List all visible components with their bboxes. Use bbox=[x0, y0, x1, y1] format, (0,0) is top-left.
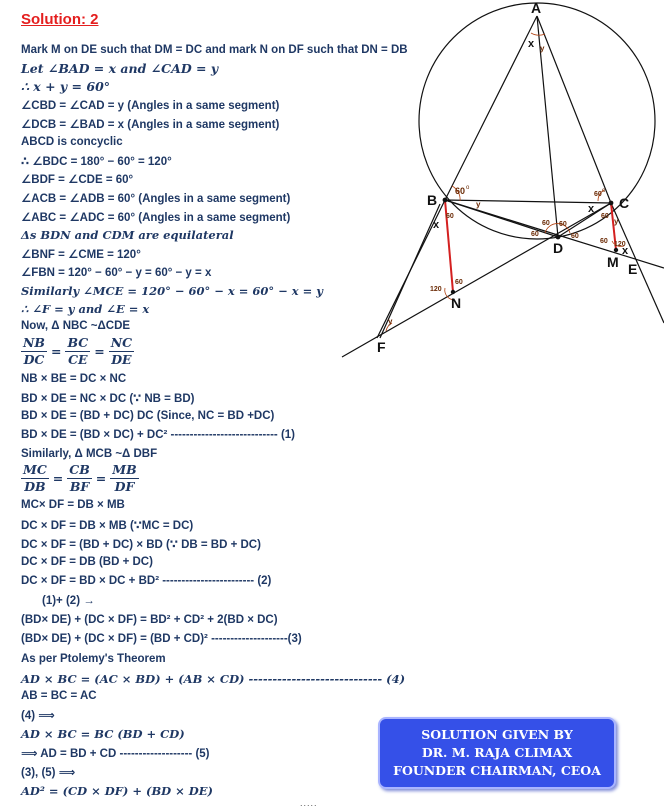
text-line: Mark M on DE such that DM = DC and mark N on DF such that DN = DB bbox=[21, 44, 408, 56]
point-m-dot bbox=[614, 248, 618, 252]
geometry-diagram bbox=[338, 0, 664, 370]
equals-sign: = bbox=[51, 344, 62, 359]
ratio-denominator: DE bbox=[111, 352, 132, 367]
page-dots: ..... bbox=[300, 798, 318, 808]
text-line: Δs BDN and CDM are equilateral bbox=[21, 228, 234, 242]
angle-label: 60 bbox=[446, 213, 454, 220]
text-line: ∠BNF = ∠CME = 120° bbox=[21, 249, 141, 261]
angle-arc-a bbox=[531, 33, 545, 35]
text-line: MC× DF = DB × MB bbox=[21, 499, 125, 511]
angle-label: 60 bbox=[455, 186, 466, 196]
text-line: AB = BC = AC bbox=[21, 690, 97, 702]
ratio-denominator: CE bbox=[68, 352, 88, 367]
point-label-c: C bbox=[619, 195, 630, 211]
text-line: (4) ⟹ bbox=[21, 710, 55, 722]
point-c-dot bbox=[609, 201, 614, 206]
ratio-denominator: DC bbox=[23, 352, 45, 367]
text-line: ∴ ∠F = y and ∠E = x bbox=[21, 302, 150, 316]
ratio-numerator: CB bbox=[69, 462, 90, 477]
equals-sign: = bbox=[52, 471, 64, 486]
text-line: (BD× DE) + (DC × DF) = (BD + CD)² --------------------(3) bbox=[21, 633, 302, 645]
ratio-numerator: MB bbox=[112, 462, 137, 477]
line-ab bbox=[445, 16, 537, 200]
text-line: ⟹ AD = BD + CD ------------------- (5) bbox=[21, 748, 210, 760]
point-label-m: M bbox=[607, 254, 619, 270]
credit-line: SOLUTION GIVEN BY bbox=[421, 727, 573, 742]
angle-label: x bbox=[622, 245, 629, 257]
angle-label: x bbox=[588, 203, 595, 215]
ratio-numerator: MC bbox=[23, 462, 47, 477]
text-line: ∠ACB = ∠ADB = 60° (Angles in a same segment) bbox=[21, 193, 291, 205]
ratio-numerator: BC bbox=[67, 335, 89, 350]
text-line: BD × DE = (BD + DC) DC (Since, NC = BD +DC) bbox=[21, 410, 275, 422]
line-bc bbox=[445, 200, 611, 203]
text-line: BD × DE = (BD × DC) + DC² ---------------------------- (1) bbox=[21, 429, 296, 441]
solution-title: Solution: 2 bbox=[21, 11, 99, 28]
degree-mark: o bbox=[602, 188, 606, 194]
angle-label: y bbox=[476, 200, 481, 209]
line-be bbox=[445, 200, 664, 268]
credit-box bbox=[378, 717, 616, 789]
text-line: (1)+ (2) → bbox=[42, 595, 95, 607]
text-line: ∠DCB = ∠BAD = x (Angles in a same segment) bbox=[21, 119, 280, 131]
angle-label: 120 bbox=[614, 241, 626, 248]
text-line: AD × BC = BC (BD + CD) bbox=[21, 727, 185, 741]
angle-label: x bbox=[528, 38, 535, 50]
point-b-dot bbox=[443, 198, 448, 203]
ratio-numerator: NC bbox=[110, 335, 133, 350]
text-line: (BD× DE) + (DC × DF) = BD² + CD² + 2(BD × DC) bbox=[21, 614, 278, 626]
line-ac bbox=[537, 16, 611, 203]
text-line: BD × DE = NC × DC (∵ NB = BD) bbox=[21, 393, 195, 405]
text-line: ∴ ∠BDC = 180° − 60° = 120° bbox=[21, 156, 172, 168]
text-line: NB × BE = DC × NC bbox=[21, 373, 127, 385]
text-line: ∠CBD = ∠CAD = y (Angles in a same segment) bbox=[21, 100, 280, 112]
angle-label: y bbox=[388, 317, 393, 326]
credit-line: FOUNDER CHAIRMAN, CEOA bbox=[393, 763, 601, 778]
text-line: DC × DF = DB (BD + DC) bbox=[21, 556, 153, 568]
point-label-e: E bbox=[628, 261, 638, 277]
text-line: Now, Δ NBC ~ΔCDE bbox=[21, 320, 131, 332]
ratio-denominator: DF bbox=[114, 479, 135, 494]
angle-label: 120 bbox=[430, 286, 442, 293]
angle-label: 60 bbox=[559, 221, 567, 228]
text-line: AD² = (CD × DF) + (BD × DE) bbox=[21, 784, 213, 798]
angle-label: y bbox=[540, 44, 545, 53]
text-line: DC × DF = DB × MB (∵MC = DC) bbox=[21, 520, 194, 532]
degree-mark: o bbox=[466, 185, 470, 191]
text-line: ∠ABC = ∠ADC = 60° (Angles in a same segment) bbox=[21, 212, 291, 224]
angle-label: 60 bbox=[542, 220, 550, 227]
point-label-f: F bbox=[377, 339, 386, 355]
line-ce bbox=[611, 203, 664, 323]
credit-line: DR. M. RAJA CLIMAX bbox=[421, 745, 573, 760]
text-line: ABCD is concyclic bbox=[21, 136, 123, 148]
similarity-ratio-2 bbox=[21, 463, 139, 494]
text-line: (3), (5) ⟹ bbox=[21, 767, 76, 779]
point-label-b: B bbox=[427, 192, 438, 208]
angle-label: 60 bbox=[601, 213, 609, 220]
point-n-dot bbox=[451, 290, 455, 294]
text-line: AD × BC = (AC × BD) + (AB × CD) ---------------------------- (4) bbox=[21, 672, 406, 686]
ratio-numerator: NB bbox=[23, 335, 45, 350]
point-label-n: N bbox=[451, 295, 462, 311]
equals-sign: = bbox=[95, 471, 107, 486]
angle-label: 60 bbox=[455, 279, 463, 286]
ratio-denominator: DB bbox=[24, 479, 46, 494]
text-line: ∠BDF = ∠CDE = 60° bbox=[21, 174, 134, 186]
text-line: Similarly, Δ MCB ~Δ DBF bbox=[21, 448, 158, 460]
text-line: DC × DF = (BD + DC) × BD (∵ DB = BD + DC) bbox=[21, 539, 261, 551]
angle-label: 60 bbox=[600, 238, 608, 245]
angle-label: 60 bbox=[594, 191, 602, 198]
ratio-denominator: BF bbox=[69, 479, 90, 494]
angle-label: y bbox=[614, 217, 619, 226]
point-label-d: D bbox=[553, 240, 564, 256]
equals-sign: = bbox=[94, 344, 105, 359]
text-line: DC × DF = BD × DC + BD² ------------------------ (2) bbox=[21, 575, 272, 587]
text-line: As per Ptolemy's Theorem bbox=[21, 653, 166, 665]
text-line: Similarly ∠MCE = 120° − 60° − x = 60° − x = y bbox=[21, 284, 323, 298]
text-line: ∴ x + y = 60° bbox=[21, 79, 111, 94]
angle-label: 60 bbox=[531, 231, 539, 238]
angle-label: x bbox=[433, 219, 440, 231]
point-d-dot bbox=[556, 235, 561, 240]
angle-label: 60 bbox=[571, 233, 579, 240]
text-line: Let ∠BAD = x and ∠CAD = y bbox=[21, 61, 219, 76]
point-label-a: A bbox=[531, 0, 542, 16]
similarity-ratio-1 bbox=[21, 336, 134, 367]
text-line: ∠FBN = 120° − 60° − y = 60° − y = x bbox=[21, 267, 212, 279]
